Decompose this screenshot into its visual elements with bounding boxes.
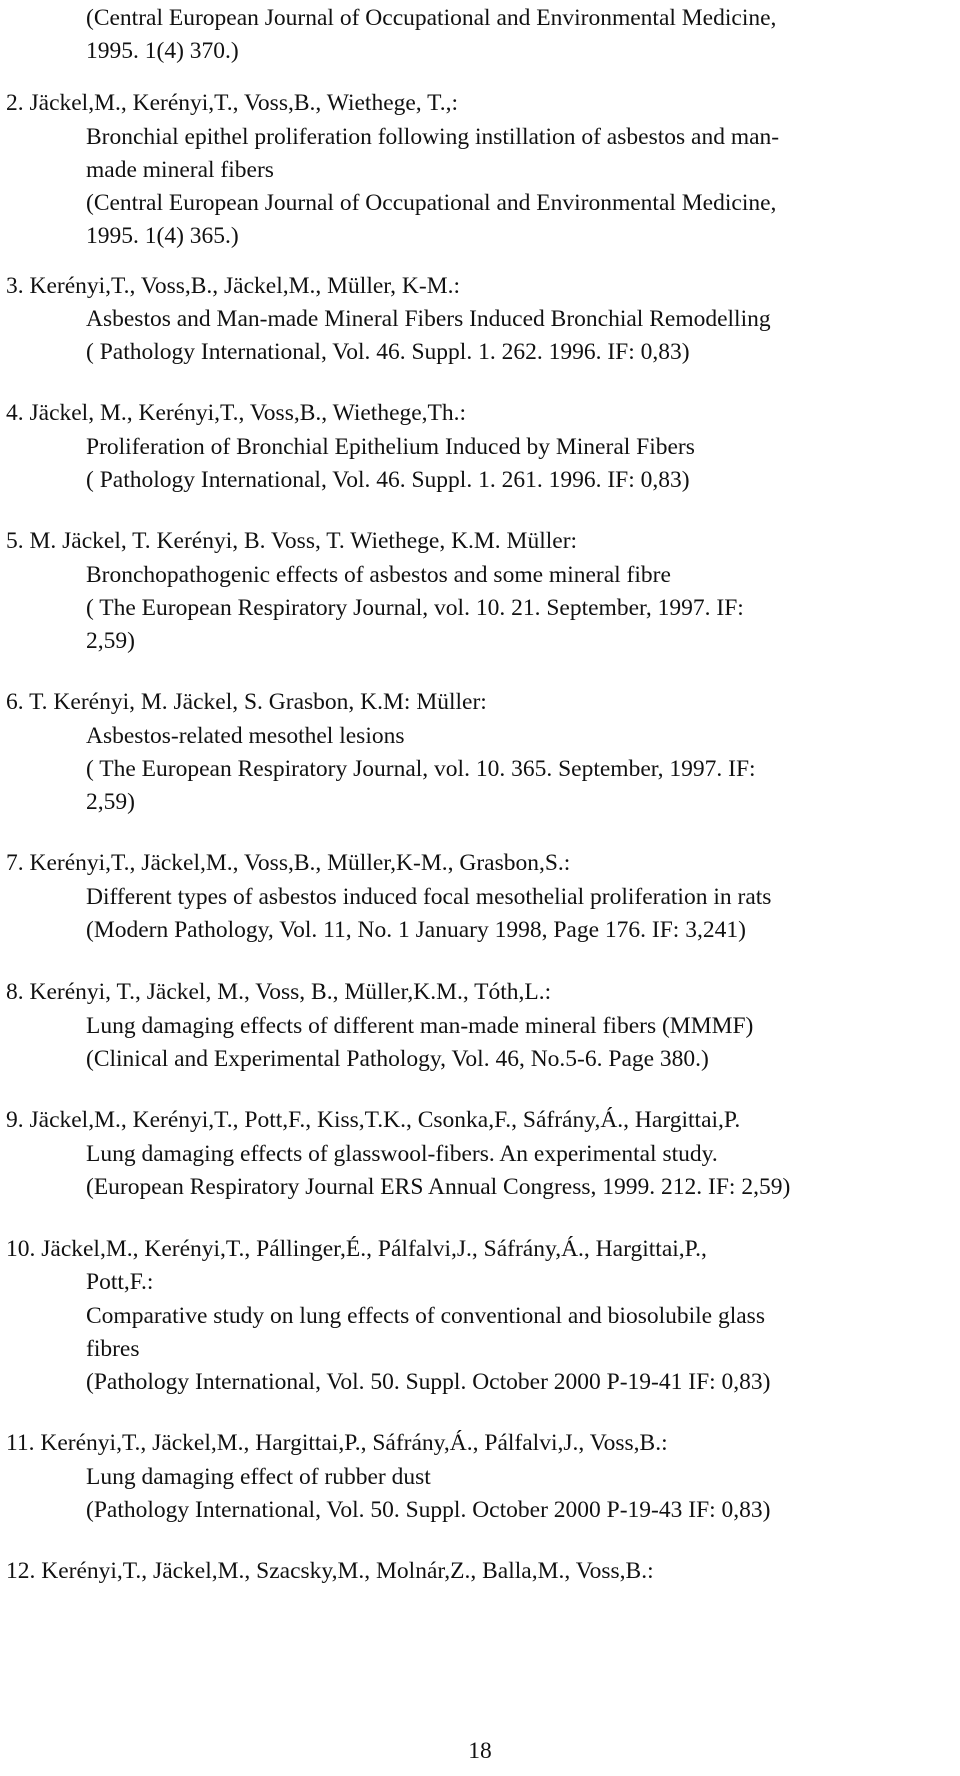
ref5-title: Bronchopathogenic effects of asbestos and some mineral fibre xyxy=(86,562,671,588)
ref1-line-2: 1995. 1(4) 370.) xyxy=(86,38,239,64)
ref9-authors: 9. Jäckel,M., Kerényi,T., Pott,F., Kiss,T.K., Csonka,F., Sáfrány,Á., Hargittai,P. xyxy=(6,1107,741,1133)
ref4-authors: 4. Jäckel, M., Kerényi,T., Voss,B., Wiethege,Th.: xyxy=(6,400,467,426)
ref6-authors: 6. T. Kerényi, M. Jäckel, S. Grasbon, K.M: Müller: xyxy=(6,689,487,715)
ref7-title: Different types of asbestos induced focal mesothelial proliferation in rats xyxy=(86,884,772,910)
ref8-title: Lung damaging effects of different man-made mineral fibers (MMMF) xyxy=(86,1013,754,1039)
ref5-source-line-2: 2,59) xyxy=(86,628,135,654)
ref4-title: Proliferation of Bronchial Epithelium Induced by Mineral Fibers xyxy=(86,434,695,460)
ref10-title-line-2: fibres xyxy=(86,1336,140,1362)
ref4-source: ( Pathology International, Vol. 46. Suppl. 1. 261. 1996. IF: 0,83) xyxy=(86,467,690,493)
ref6-source-line-1: ( The European Respiratory Journal, vol. 10. 365. September, 1997. IF: xyxy=(86,756,756,782)
ref8-authors: 8. Kerényi, T., Jäckel, M., Voss, B., Müller,K.M., Tóth,L.: xyxy=(6,979,552,1005)
ref2-authors: 2. Jäckel,M., Kerényi,T., Voss,B., Wiethege, T.,: xyxy=(6,90,459,116)
ref3-authors: 3. Kerényi,T., Voss,B., Jäckel,M., Müller, K-M.: xyxy=(6,273,461,299)
ref8-source: (Clinical and Experimental Pathology, Vol. 46, No.5-6. Page 380.) xyxy=(86,1046,709,1072)
ref3-source: ( Pathology International, Vol. 46. Suppl. 1. 262. 1996. IF: 0,83) xyxy=(86,339,690,365)
page-number: 18 xyxy=(468,1738,492,1764)
ref6-source-line-2: 2,59) xyxy=(86,789,135,815)
ref9-title: Lung damaging effects of glasswool-fibers. An experimental study. xyxy=(86,1141,718,1167)
ref3-title: Asbestos and Man-made Mineral Fibers Induced Bronchial Remodelling xyxy=(86,306,771,332)
ref11-source: (Pathology International, Vol. 50. Suppl. October 2000 P-19-43 IF: 0,83) xyxy=(86,1497,771,1523)
ref9-source: (European Respiratory Journal ERS Annual Congress, 1999. 212. IF: 2,59) xyxy=(86,1174,791,1200)
ref7-source: (Modern Pathology, Vol. 11, No. 1 January 1998, Page 176. IF: 3,241) xyxy=(86,917,746,943)
ref10-authors-line-1: 10. Jäckel,M., Kerényi,T., Pállinger,É., Pálfalvi,J., Sáfrány,Á., Hargittai,P., xyxy=(6,1236,707,1262)
ref2-title-line-1: Bronchial epithel proliferation following instillation of asbestos and man- xyxy=(86,124,780,150)
ref5-authors: 5. M. Jäckel, T. Kerényi, B. Voss, T. Wiethege, K.M. Müller: xyxy=(6,528,578,554)
ref11-title: Lung damaging effect of rubber dust xyxy=(86,1464,431,1490)
ref2-source-line-1: (Central European Journal of Occupational and Environmental Medicine, xyxy=(86,190,777,216)
ref6-title: Asbestos-related mesothel lesions xyxy=(86,723,405,749)
ref5-source-line-1: ( The European Respiratory Journal, vol. 10. 21. September, 1997. IF: xyxy=(86,595,744,621)
ref2-source-line-2: 1995. 1(4) 365.) xyxy=(86,223,239,249)
ref11-authors: 11. Kerényi,T., Jäckel,M., Hargittai,P., Sáfrány,Á., Pálfalvi,J., Voss,B.: xyxy=(6,1430,668,1456)
ref1-line-1: (Central European Journal of Occupational and Environmental Medicine, xyxy=(86,5,777,31)
ref2-title-line-2: made mineral fibers xyxy=(86,157,274,183)
ref12-authors: 12. Kerényi,T., Jäckel,M., Szacsky,M., Molnár,Z., Balla,M., Voss,B.: xyxy=(6,1558,654,1584)
ref10-source: (Pathology International, Vol. 50. Suppl. October 2000 P-19-41 IF: 0,83) xyxy=(86,1369,771,1395)
ref10-authors-line-2: Pott,F.: xyxy=(86,1269,154,1295)
ref7-authors: 7. Kerényi,T., Jäckel,M., Voss,B., Müller,K-M., Grasbon,S.: xyxy=(6,850,571,876)
ref10-title-line-1: Comparative study on lung effects of conventional and biosolubile glass xyxy=(86,1303,765,1329)
